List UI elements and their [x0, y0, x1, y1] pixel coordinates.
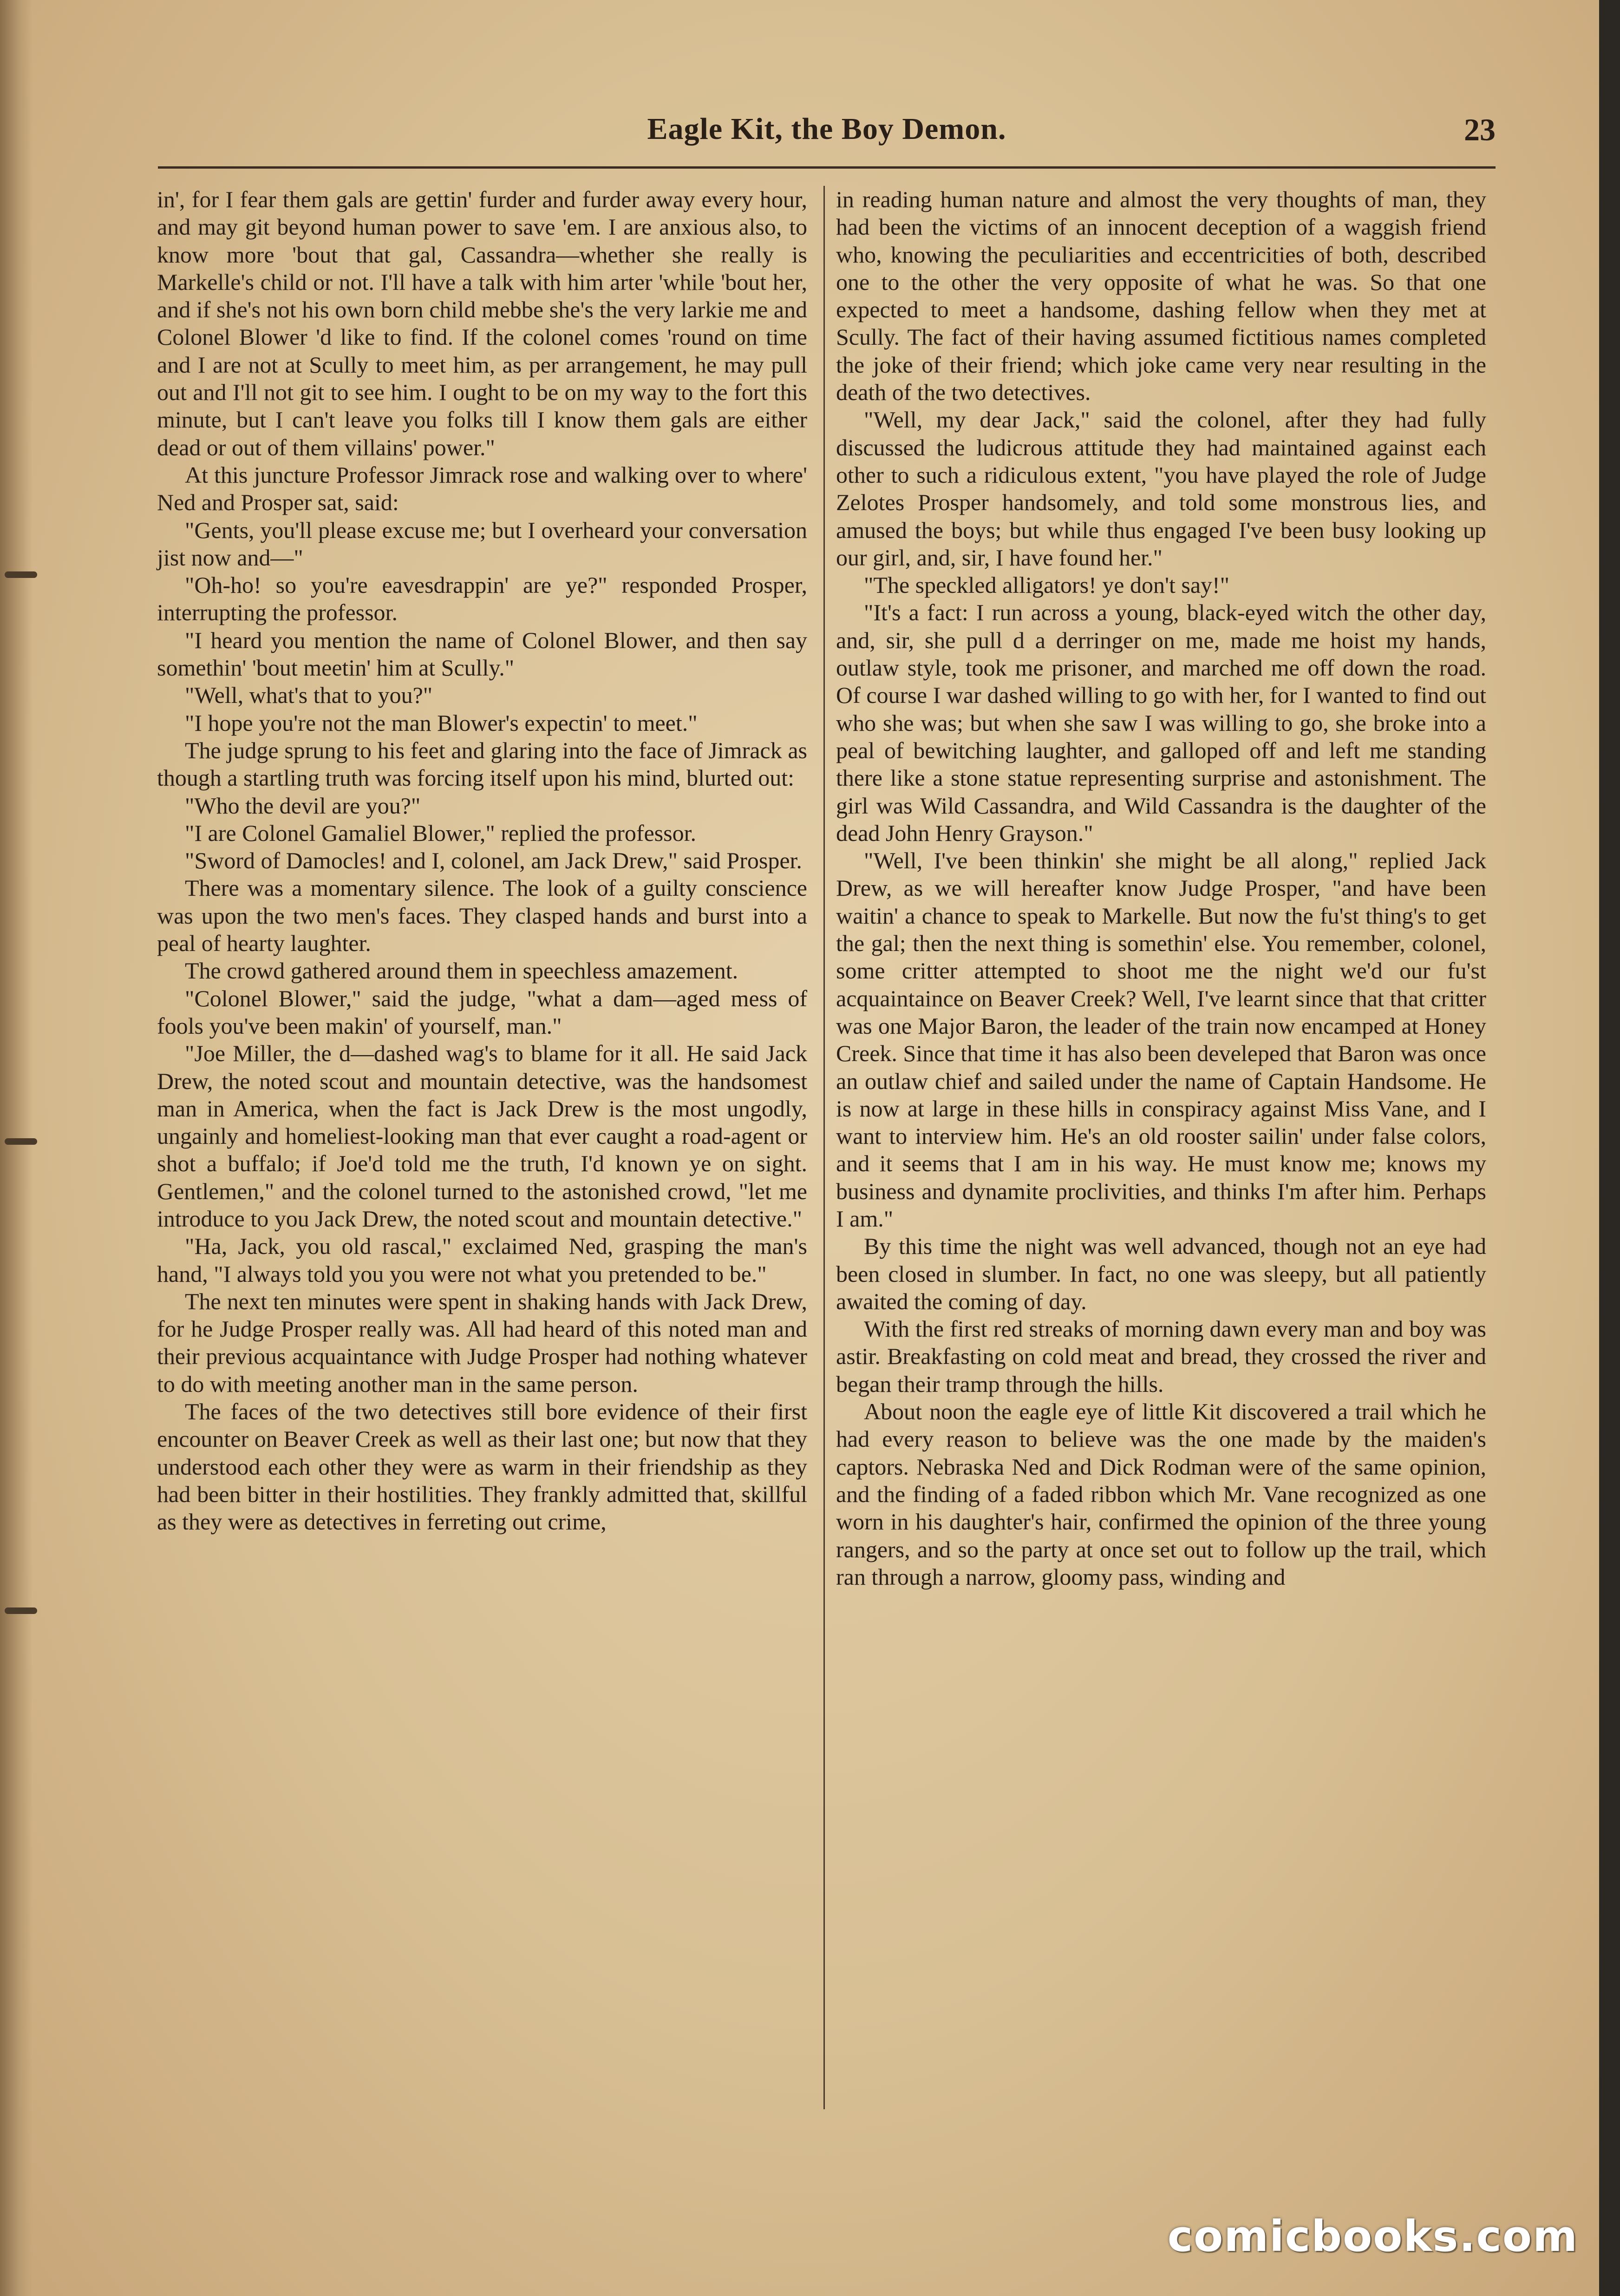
paragraph: "Gents, you'll please excuse me; but I overheard your conversation jist now and—" — [157, 517, 807, 571]
page-number: 23 — [1464, 112, 1496, 147]
paragraph: "It's a fact: I run across a young, black-eyed witch the other day, and, sir, she pull d a derringer on me, made me hoist my hands, outlaw style, took me prisoner, and marched me off down the road. Of course I war dashed willing to go with her, for I wanted to find out who she was; but when she saw I was willing to go, she broke into a peal of bewitching laughter, and galloped off and left me standing there like a stone statue representing surprise and astonishment. The girl was Wild Cassandra, and Wild Cassandra is the daughter of the dead John Henry Grayson." — [836, 599, 1486, 846]
paragraph: "I heard you mention the name of Colonel Blower, and then say somethin' 'bout meetin' him at Scully." — [157, 627, 807, 681]
binding-gutter-shadow — [0, 0, 33, 2296]
paragraph: By this time the night was well advanced, though not an eye had been closed in slumber. In fact, no one was sleepy, but all patiently awaited the coming of day. — [836, 1233, 1486, 1314]
paragraph: About noon the eagle eye of little Kit discovered a trail which he had every reason to believe was the one made by the maiden's captors. Nebraska Ned and Dick Rodman were of the same opinion, and the finding of a faded ribbon which Mr. Vane recognized as one worn in his daughter's hair, confirmed the opinion of the three young rangers, and so the party at once set out to follow up the trail, which ran through a narrow, gloomy pass, winding and — [836, 1398, 1486, 1590]
running-title: Eagle Kit, the Boy Demon. — [647, 112, 1006, 146]
paragraph: "Ha, Jack, you old rascal," exclaimed Ned, grasping the man's hand, "I always told you you were not what you pretended to be." — [157, 1233, 807, 1287]
watermark-logo: comicbooks.com — [1167, 2211, 1578, 2261]
paragraph: At this juncture Professor Jimrack rose and walking over to where' Ned and Prosper sat, said: — [157, 461, 807, 516]
paragraph: The faces of the two detectives still bore evidence of their first encounter on Beaver Creek as well as their last one; but now that they understood each other they were as warm in their friendship as they had been bitter in their hostilities. They frankly admitted that, skillful as they were as detectives in ferreting out crime, — [157, 1398, 807, 1535]
paragraph: "Well, what's that to you?" — [185, 682, 433, 708]
paragraph: The judge sprung to his feet and glaring into the face of Jimrack as though a startling truth was forcing itself upon his mind, blurted out: — [157, 737, 807, 791]
paragraph: "I hope you're not the man Blower's expectin' to meet." — [185, 709, 698, 736]
paragraph: "Sword of Damocles! and I, colonel, am Jack Drew," said Prosper. — [185, 847, 802, 874]
paragraph: "I are Colonel Gamaliel Blower," replied the professor. — [185, 820, 696, 846]
column-divider — [823, 186, 825, 2109]
paragraph: The crowd gathered around them in speechless amazement. — [185, 958, 738, 984]
paragraph: "Well, my dear Jack," said the colonel, after they had fully discussed the ludicrous attitude they had maintained against each other to such a ridiculous extent, "you have played the role of Judge Zelotes Prosper handsomely, and told some monstrous lies, and amused the boys; but while thus engaged I've been busy looking up our girl, and, sir, I have found her." — [836, 407, 1486, 571]
right-text-column — [836, 186, 1486, 1591]
paragraph: "Who the devil are you?" — [185, 792, 421, 819]
paragraph: in reading human nature and almost the very thoughts of man, they had been the victims of an innocent deception of a waggish friend who, knowing the peculiarities and eccentricities of both, described one to the other the very opposite of what he was. So that one expected to meet a handsome, dashing fellow when they met at Scully. The fact of their having assumed fictitious names completed the joke of their friend; which joke came very near resulting in the death of the two detectives. — [836, 186, 1486, 406]
paragraph: "Colonel Blower," said the judge, "what a dam—aged mess of fools you've been makin' of yourself, man." — [157, 985, 807, 1039]
left-text-column — [157, 186, 807, 1536]
paragraph: The next ten minutes were spent in shaking hands with Jack Drew, for he Judge Prosper really was. All had heard of this noted man and their previous acquaintance with Judge Prosper had nothing whatever to do with meeting another man in the same person. — [157, 1288, 807, 1397]
paragraph: "The speckled alligators! ye don't say!" — [864, 572, 1230, 598]
paragraph: "Well, I've been thinkin' she might be all along," replied Jack Drew, as we will hereafter know Judge Prosper, "and have been waitin' a chance to speak to Markelle. But now the fu'st thing's to get the gal; then the next thing is somethin' else. You remember, colonel, some critter attempted to shoot me the night we'd our fu'st acquaintaince on Beaver Creek? Well, I've learnt since that that critter was one Major Baron, the leader of the train now encamped at Honey Creek. Since that time it has also been develeped that Baron was once an outlaw chief and sailed under the name of Captain Handsome. He is now at large in these hills in conspiracy against Miss Vane, and I want to interview him. He's an old rooster sailin' under false colors, and it seems that I am in his way. He must know me; knows my business and dynamite proclivities, and thinks I'm after him. Perhaps I am." — [836, 847, 1486, 1232]
paragraph: There was a momentary silence. The look of a guilty conscience was upon the two men's faces. They clasped hands and burst into a peal of hearty laughter. — [157, 875, 807, 957]
paragraph: "Joe Miller, the d—dashed wag's to blame for it all. He said Jack Drew, the noted scout and mountain detective, was the handsomest man in America, when the fact is Jack Drew is the most ungodly, ungainly and homeliest-looking man that ever caught a road-agent or shot a buffalo; if Joe'd told me the truth, I'd known ye on sight. Gentlemen," and the colonel turned to the astonished crowd, "let me introduce to you Jack Drew, the noted scout and mountain detective." — [157, 1040, 807, 1232]
staple-mark — [5, 1138, 37, 1145]
staple-mark — [5, 1607, 37, 1614]
paragraph: "Oh-ho! so you're eavesdrappin' are ye?" responded Prosper, interrupting the professor. — [157, 572, 807, 626]
paragraph: in', for I fear them gals are gettin' furder and furder away every hour, and may git beyond human power to save 'em. I are anxious also, to know more 'bout that gal, Cassandra—whether she really is Markelle's child or not. I'll have a talk with him arter 'while 'bout her, and if she's not his own born child mebbe she's the very larkie me and Colonel Blower 'd like to find. If the colonel comes 'round on time and I are not at Scully to meet him, as per arrangement, he may pull out and I'll not git to see him. I ought to be on my way to the fort this minute, but I can't leave you folks till I know them gals are either dead or out of them villains' power." — [157, 186, 807, 460]
staple-mark — [5, 571, 37, 578]
page-edge-border — [1599, 0, 1620, 2296]
page-header — [158, 102, 1496, 158]
paragraph: With the first red streaks of morning dawn every man and boy was astir. Breakfasting on cold meat and bread, they crossed the river and began their tramp through the hills. — [836, 1316, 1486, 1397]
header-rule — [158, 166, 1496, 169]
